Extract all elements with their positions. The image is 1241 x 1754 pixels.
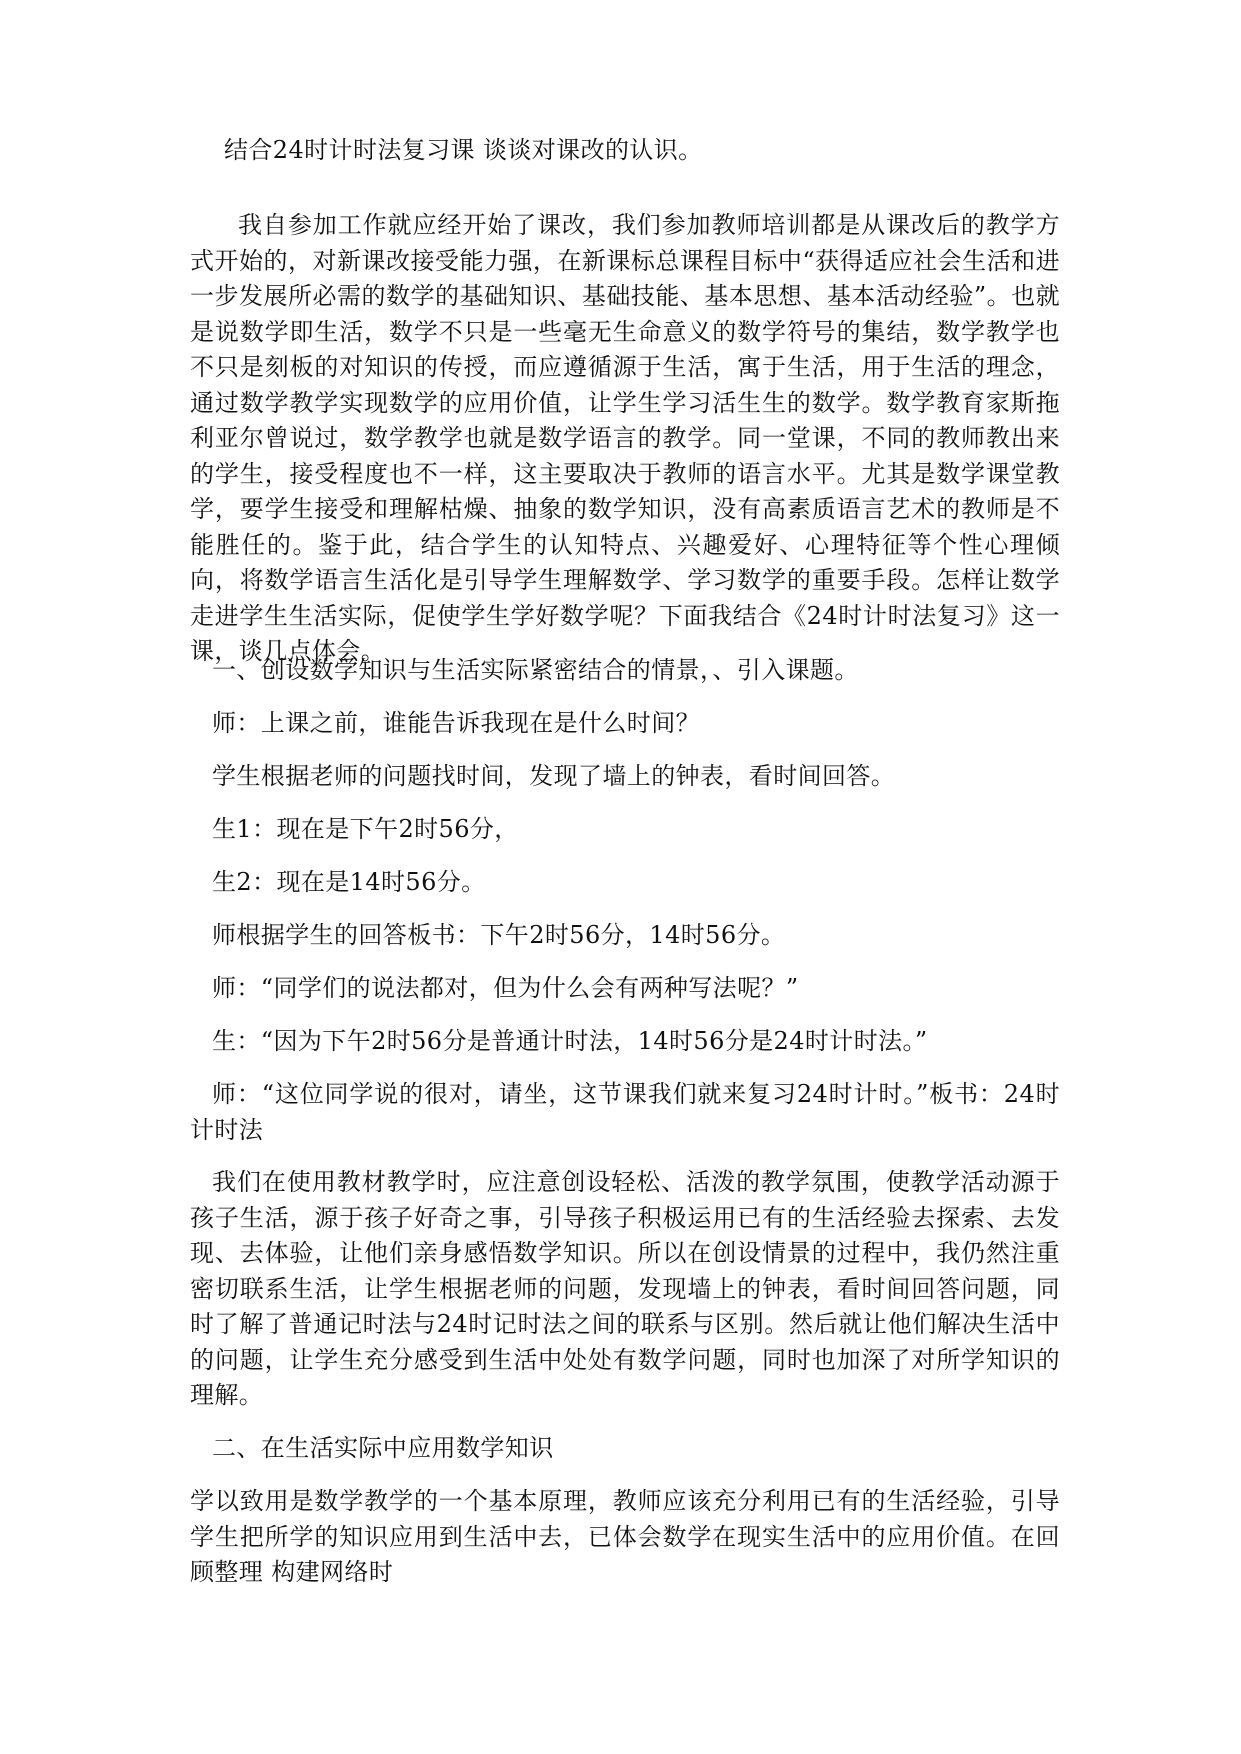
dialogue-line-4: 生2：现在是14时56分。 (212, 868, 486, 896)
dialogue-line-5: 师根据学生的回答板书：下午2时56分，14时56分。 (212, 921, 786, 949)
dialogue-line-2: 学生根据老师的问题找时间，发现了墙上的钟表，看时间回答。 (212, 762, 896, 790)
paragraph-intro: 我自参加工作就应经开始了课改，我们参加教师培训都是从课改后的教学方式开始的，对新课改接受能力强，在新课标总课程目标中“获得适应社会生活和进一步发展所必需的数学的基础知识、基础技能、基本思想、基本活动经验”。也就是说数学即生活，数学不只是一些毫无生命意义的数学符号的集结，数学教学也不只是刻板的对知识的传授，而应遵循源于生活，寓于生活，用于生活的理念，通过数学教学实现数学的应用价值，让学生学习活生生的数学。数学教育家斯拖利亚尔曾说过，数学教学也就是数学语言的教学。同一堂课，不同的教师教出来的学生，接受程度也不一样，这主要取决于教师的语言水平。尤其是数学课堂教学，要学生接受和理解枯燥、抽象的数学知识，没有高素质语言艺术的教师是不能胜任的。鉴于此，结合学生的认知特点、兴趣爱好、心理特征等个性心理倾向，将数学语言生活化是引导学生理解数学、学习数学的重要手段。怎样让数学走进学生生活实际，促使学生学好数学呢？下面我结合《24时计时法复习》这一课，谈几点体会。 (190, 211, 1060, 665)
dialogue-line-7: 生：“因为下午2时56分是普通计时法，14时56分是24时计时法。” (212, 1027, 928, 1055)
dialogue-line-3: 生1：现在是下午2时56分， (212, 815, 519, 843)
paragraph-application: 学以致用是数学教学的一个基本原理，教师应该充分利用已有的生活经验，引导学生把所学的知识应用到生活中去，已体会数学在现实生活中的应用价值。在回顾整理 构建网络时 (190, 1487, 1060, 1586)
section-heading-1: 一、创设数学知识与生活实际紧密结合的情景，、引入课题。 (212, 656, 859, 684)
dialogue-line-1: 师：上课之前，谁能告诉我现在是什么时间？ (212, 709, 700, 737)
section-heading-2: 二、在生活实际中应用数学知识 (212, 1434, 554, 1462)
dialogue-line-8: 师：“这位同学说的很对，请坐，这节课我们就来复习24时计时。”板书：24时计时法 (190, 1080, 1060, 1144)
dialogue-line-6: 师：“同学们的说法都对，但为什么会有两种写法呢？” (212, 974, 799, 1002)
paragraph-reflection: 我们在使用教材教学时，应注意创设轻松、活泼的教学氛围，使教学活动源于孩子生活，源于孩子好奇之事，引导孩子积极运用已有的生活经验去探索、去发现、去体验，让他们亲身感悟数学知识。所以在创设情景的过程中，我仍然注重密切联系生活，让学生根据老师的问题，发现墙上的钟表，看时间回答问题，同时了解了普通记时法与24时记时法之间的联系与区别。然后就让他们解决生活中的问题，让学生充分感受到生活中处处有数学问题，同时也加深了对所学知识的理解。 (190, 1168, 1060, 1409)
document-title: 结合24时计时法复习课 谈谈对课改的认识。 (224, 136, 703, 164)
